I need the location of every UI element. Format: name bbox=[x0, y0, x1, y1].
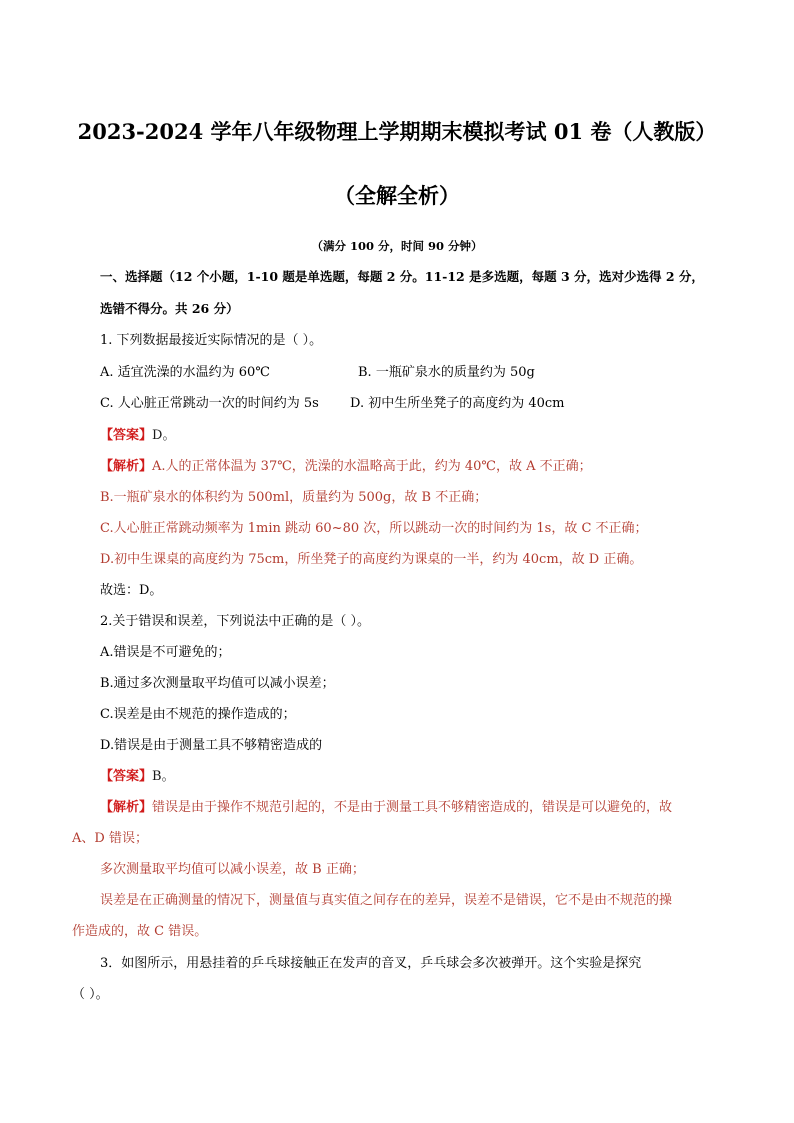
q1-option-b: B. 一瓶矿泉水的质量约为 50g bbox=[358, 365, 535, 380]
section-heading-line2: 选错不得分。共 26 分） bbox=[100, 301, 239, 316]
q2-stem: 2.关于错误和误差，下列说法中正确的是（ ）。 bbox=[100, 614, 371, 629]
exam-note: （满分 100 分，时间 90 分钟） bbox=[311, 239, 483, 253]
q2-analysis-3b: 作造成的，故 C 错误。 bbox=[72, 924, 208, 939]
q1-analysis-a: 【解析】A.人的正常体温为 37℃，洗澡的水温略高于此，约为 40℃，故 A 不正确； bbox=[100, 459, 592, 474]
section-heading-line1: 一、选择题（12 个小题，1-10 题是单选题，每题 2 分。11-12 是多选题，每题 3 分，选对少选得 2 分， bbox=[100, 269, 704, 284]
document-title-line1: 2023-2024 学年八年级物理上学期期末模拟考试 01 卷（人教版） bbox=[77, 119, 717, 144]
q2-option-d: D.错误是由于测量工具不够精密造成的 bbox=[100, 738, 323, 753]
q2-analysis-1: 【解析】错误是由于操作不规范引起的，不是由于测量工具不够精密造成的，错误是可以避免的，故 bbox=[100, 800, 673, 815]
q2-option-c: C.误差是由不规范的操作造成的； bbox=[100, 707, 296, 722]
analysis-tag: 【解析】 bbox=[100, 800, 153, 815]
q1-option-c: C. 人心脏正常跳动一次的时间约为 5s bbox=[100, 396, 319, 411]
q2-analysis-1b: A、D 错误； bbox=[72, 831, 148, 846]
q2-analysis-2: 多次测量取平均值可以减小误差，故 B 正确； bbox=[100, 862, 365, 877]
q1-analysis-c: C.人心脏正常跳动频率为 1min 跳动 60~80 次，所以跳动一次的时间约为 1s，故 C 不正确； bbox=[100, 521, 648, 536]
q1-option-a: A. 适宜洗澡的水温约为 60℃ bbox=[100, 365, 270, 380]
q2-analysis-3: 误差是在正确测量的情况下，测量值与真实值之间存在的差异，误差不是错误，它不是由不规范的操 bbox=[100, 893, 673, 908]
q3-stem-2: （ ）。 bbox=[72, 987, 109, 1002]
answer-text: D。 bbox=[152, 428, 176, 443]
analysis-tag: 【解析】 bbox=[100, 459, 153, 474]
answer-text: B。 bbox=[152, 769, 175, 784]
q1-stem: 1. 下列数据最接近实际情况的是（ ）。 bbox=[100, 333, 323, 348]
q1-analysis-d: D.初中生课桌的高度约为 75cm，所坐凳子的高度约为课桌的一半，约为 40cm，故 D 正确。 bbox=[100, 552, 643, 567]
q2-option-a: A.错误是不可避免的； bbox=[100, 645, 231, 660]
q1-answer bbox=[100, 428, 175, 444]
q1-choice: 故选：D。 bbox=[100, 583, 163, 598]
answer-tag: 【答案】 bbox=[100, 769, 153, 784]
q2-option-b: B.通过多次测量取平均值可以减小误差； bbox=[100, 676, 335, 691]
document-title-line2: （全解全析） bbox=[334, 184, 460, 208]
q1-analysis-b: B.一瓶矿泉水的体积约为 500ml，质量约为 500g，故 B 不正确； bbox=[100, 490, 488, 505]
answer-tag: 【答案】 bbox=[100, 428, 153, 443]
q3-stem: 3．如图所示，用悬挂着的乒乓球接触正在发声的音叉，乒乓球会多次被弹开。这个实验是探究 bbox=[100, 956, 642, 971]
q1-option-d: D. 初中生所坐凳子的高度约为 40cm bbox=[350, 396, 565, 411]
q2-answer bbox=[100, 769, 175, 785]
